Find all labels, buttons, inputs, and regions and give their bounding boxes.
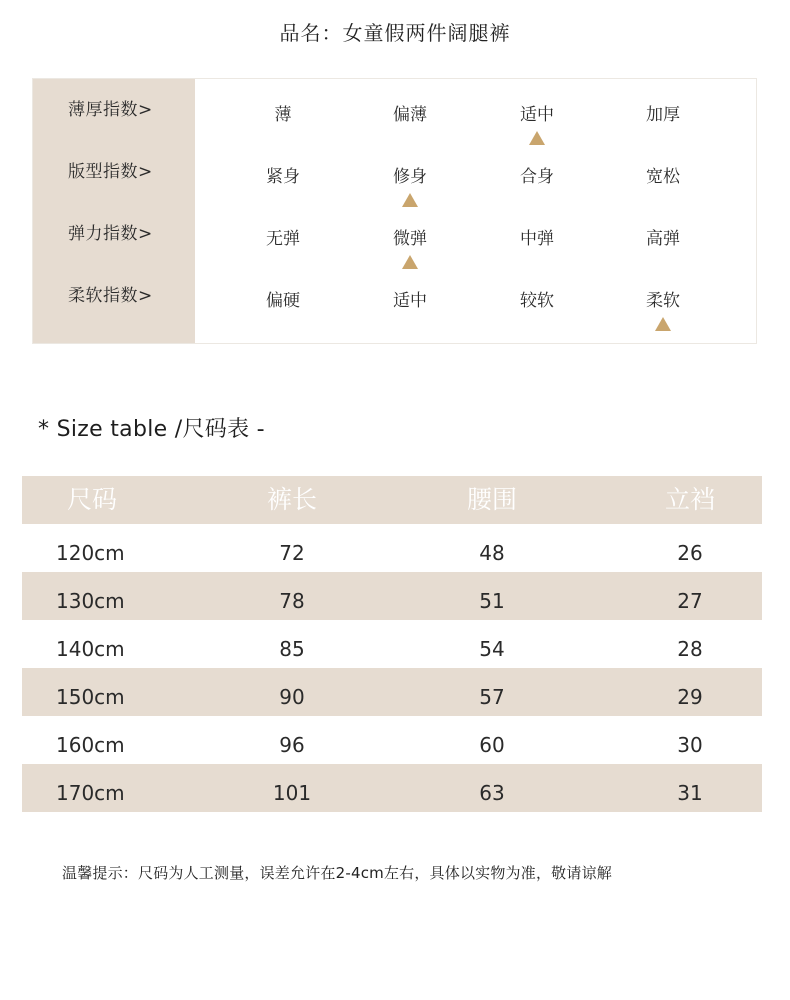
measurement-cell: 96: [279, 733, 305, 757]
column-header: 腰围: [466, 485, 517, 514]
measurement-cell: 27: [677, 589, 703, 613]
attribute-option-label: 合身: [520, 167, 554, 187]
attribute-option-label: 中弹: [520, 229, 554, 249]
size-cell: 120cm: [56, 541, 125, 565]
attribute-label: 版型指数>: [68, 162, 153, 182]
attribute-option-label: 高弹: [646, 229, 680, 249]
attribute-option: [608, 141, 718, 203]
attribute-option-label: 加厚: [646, 105, 680, 125]
attribute-option: [355, 141, 465, 203]
size-cell: 140cm: [56, 637, 125, 661]
measurement-cell: 90: [279, 685, 305, 709]
measurement-cell: 48: [479, 541, 505, 565]
selected-triangle-icon: [655, 317, 671, 331]
measurement-cell: 28: [677, 637, 703, 661]
attribute-options-grid: [195, 79, 756, 343]
attribute-option-label: 无弹: [266, 229, 300, 249]
attribute-label: 柔软指数>: [68, 286, 153, 306]
measurement-cell: 57: [479, 685, 505, 709]
product-title: 品名：女童假两件阔腿裤: [279, 21, 511, 45]
attribute-option-label: 微弹: [393, 229, 427, 249]
size-cell: 150cm: [56, 685, 125, 709]
attribute-option-label: 薄: [274, 105, 292, 125]
attribute-option: [608, 79, 718, 141]
attribute-option: [228, 79, 338, 141]
measurement-cell: 85: [279, 637, 305, 661]
size-table-heading: * Size table /尺码表 -: [38, 417, 265, 442]
size-table-header: [22, 476, 762, 524]
measurement-cell: 31: [677, 781, 703, 805]
attribute-row: [195, 265, 756, 327]
column-header: 裤长: [266, 485, 317, 514]
table-row: [22, 572, 762, 620]
size-cell: 160cm: [56, 733, 125, 757]
size-cell: 130cm: [56, 589, 125, 613]
attribute-option-label: 适中: [393, 291, 427, 311]
measurement-note: 温馨提示：尺码为人工测量，误差允许在2-4cm左右，具体以实物为准，敬请谅解: [62, 864, 612, 882]
attribute-option: [228, 141, 338, 203]
attribute-option-label: 宽松: [646, 167, 680, 187]
measurement-cell: 30: [677, 733, 703, 757]
attribute-option-label: 偏硬: [266, 291, 300, 311]
attribute-option-label: 修身: [393, 167, 427, 187]
attribute-label: 弹力指数>: [68, 224, 153, 244]
measurement-cell: 26: [677, 541, 703, 565]
attribute-option: [482, 203, 592, 265]
attribute-option: [355, 203, 465, 265]
measurement-cell: 29: [677, 685, 703, 709]
measurement-cell: 60: [479, 733, 505, 757]
measurement-cell: 63: [479, 781, 505, 805]
measurement-cell: 78: [279, 589, 305, 613]
table-row: [22, 524, 762, 572]
attribute-option: [355, 265, 465, 327]
attribute-option: [608, 203, 718, 265]
attribute-option: [228, 265, 338, 327]
attribute-index-panel: [32, 78, 757, 344]
measurement-cell: 72: [279, 541, 305, 565]
measurement-cell: 101: [272, 781, 312, 805]
size-cell: 170cm: [56, 781, 125, 805]
table-row: [22, 620, 762, 668]
attribute-option-label: 偏薄: [393, 105, 427, 125]
attribute-option-label: 紧身: [266, 167, 300, 187]
attribute-row: [195, 203, 756, 265]
attribute-labels-column: [33, 79, 195, 343]
attribute-option: [482, 141, 592, 203]
attribute-option: [355, 79, 465, 141]
column-header: 尺码: [66, 485, 117, 514]
column-header: 立裆: [664, 485, 715, 514]
attribute-option-label: 适中: [520, 105, 554, 125]
attribute-option: [482, 79, 592, 141]
measurement-cell: 54: [479, 637, 505, 661]
attribute-label: 薄厚指数>: [68, 100, 153, 120]
table-row: [22, 668, 762, 716]
table-row: [22, 716, 762, 764]
attribute-option-label: 柔软: [646, 291, 680, 311]
measurement-cell: 51: [479, 589, 505, 613]
attribute-option: [608, 265, 718, 327]
attribute-option: [482, 265, 592, 327]
attribute-option-label: 较软: [520, 291, 554, 311]
size-table: [22, 476, 762, 812]
table-row: [22, 764, 762, 812]
attribute-option: [228, 203, 338, 265]
attribute-row: [195, 79, 756, 141]
attribute-row: [195, 141, 756, 203]
